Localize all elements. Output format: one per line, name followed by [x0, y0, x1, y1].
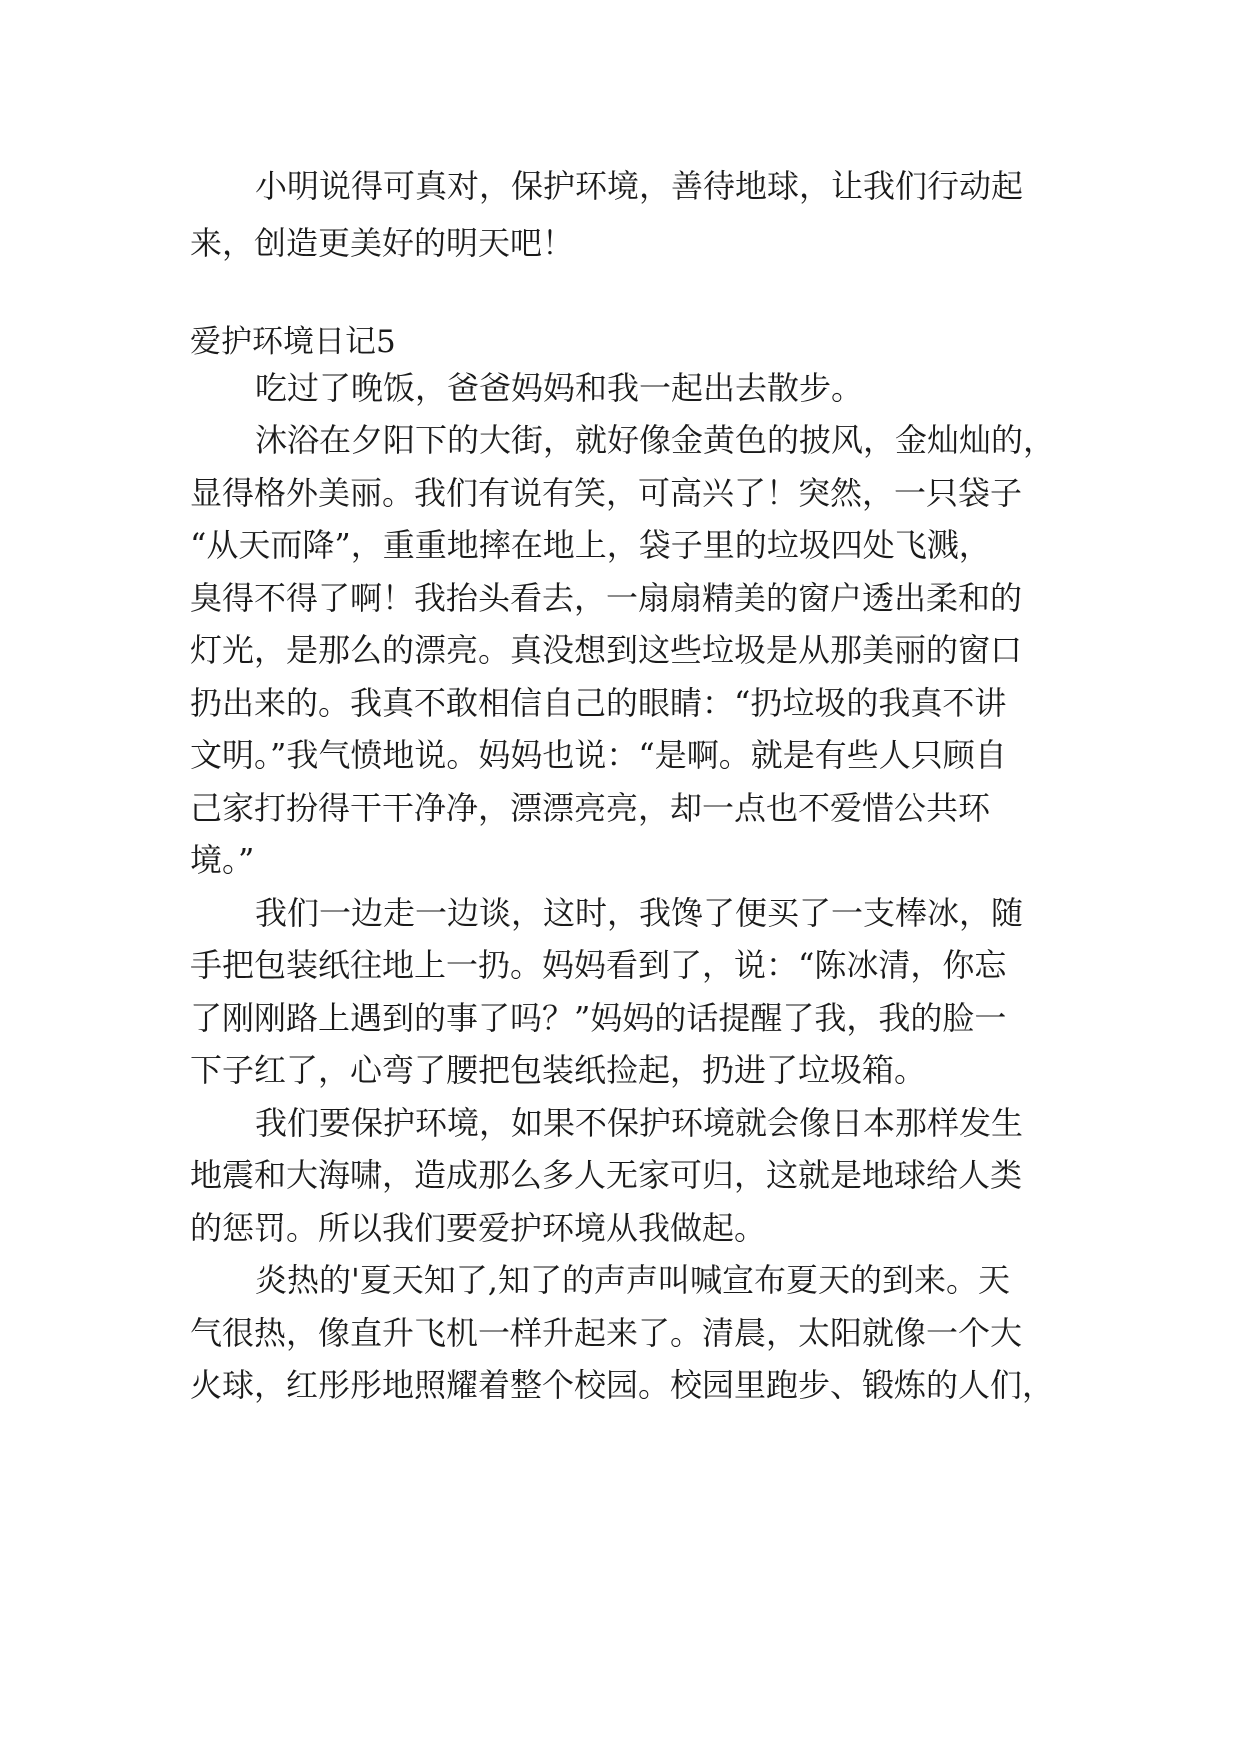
paragraph-5-line-1: 炎热的'夏天知了,知了的声声叫喊宣布夏天的到来。天 [255, 1261, 1010, 1299]
paragraph-4-line-1: 我们要保护环境，如果不保护环境就会像日本那样发生 [255, 1104, 1024, 1142]
paragraph-1-line-1: 吃过了晚饭，爸爸妈妈和我一起出去散步。 [255, 369, 864, 407]
paragraph-5-line-3: 火球，红彤彤地照耀着整个校园。校园里跑步、锻炼的人们， [190, 1366, 1055, 1404]
paragraph-2-line-8: 己家打扮得干干净净，漂漂亮亮，却一点也不爱惜公共环 [190, 789, 991, 827]
paragraph-3-line-1: 我们一边走一边谈，这时，我馋了便买了一支棒冰，随 [255, 894, 1024, 932]
paragraph-3-line-3: 了刚刚路上遇到的事了吗？”妈妈的话提醒了我，我的脸一 [190, 999, 1007, 1037]
paragraph-2-line-9: 境。” [190, 841, 255, 879]
paragraph-3-line-4: 下子红了，心弯了腰把包装纸捡起，扔进了垃圾箱。 [190, 1051, 927, 1089]
paragraph-2-line-6: 扔出来的。我真不敢相信自己的眼睛：“扔垃圾的我真不讲 [190, 684, 1007, 722]
section-heading: 爱护环境日记5 [190, 324, 396, 360]
paragraph-2-line-3: “从天而降”，重重地摔在地上，袋子里的垃圾四处飞溅， [190, 526, 991, 564]
paragraph-4-line-3: 的惩罚。所以我们要爱护环境从我做起。 [190, 1209, 767, 1247]
paragraph-2-line-1: 沐浴在夕阳下的大街，就好像金黄色的披风，金灿灿的， [255, 421, 1056, 459]
paragraph-4-line-2: 地震和大海啸，造成那么多人无家可归，这就是地球给人类 [190, 1156, 1023, 1194]
paragraph-5-line-2: 气很热，像直升飞机一样升起来了。清晨，太阳就像一个大 [190, 1314, 1023, 1352]
paragraph-2-line-4: 臭得不得了啊！我抬头看去，一扇扇精美的窗户透出柔和的 [190, 579, 1023, 617]
intro-line-2: 来，创造更美好的明天吧！ [190, 224, 575, 262]
paragraph-2-line-2: 显得格外美丽。我们有说有笑，可高兴了！突然，一只袋子 [190, 474, 1023, 512]
paragraph-2-line-5: 灯光，是那么的漂亮。真没想到这些垃圾是从那美丽的窗口 [190, 631, 1023, 669]
paragraph-3-line-2: 手把包装纸往地上一扔。妈妈看到了，说：“陈冰清，你忘 [190, 946, 1007, 984]
intro-line-1: 小明说得可真对，保护环境，善待地球，让我们行动起 [255, 167, 1024, 205]
paragraph-2-line-7: 文明。”我气愤地说。妈妈也说：“是啊。就是有些人只顾自 [190, 736, 1007, 774]
